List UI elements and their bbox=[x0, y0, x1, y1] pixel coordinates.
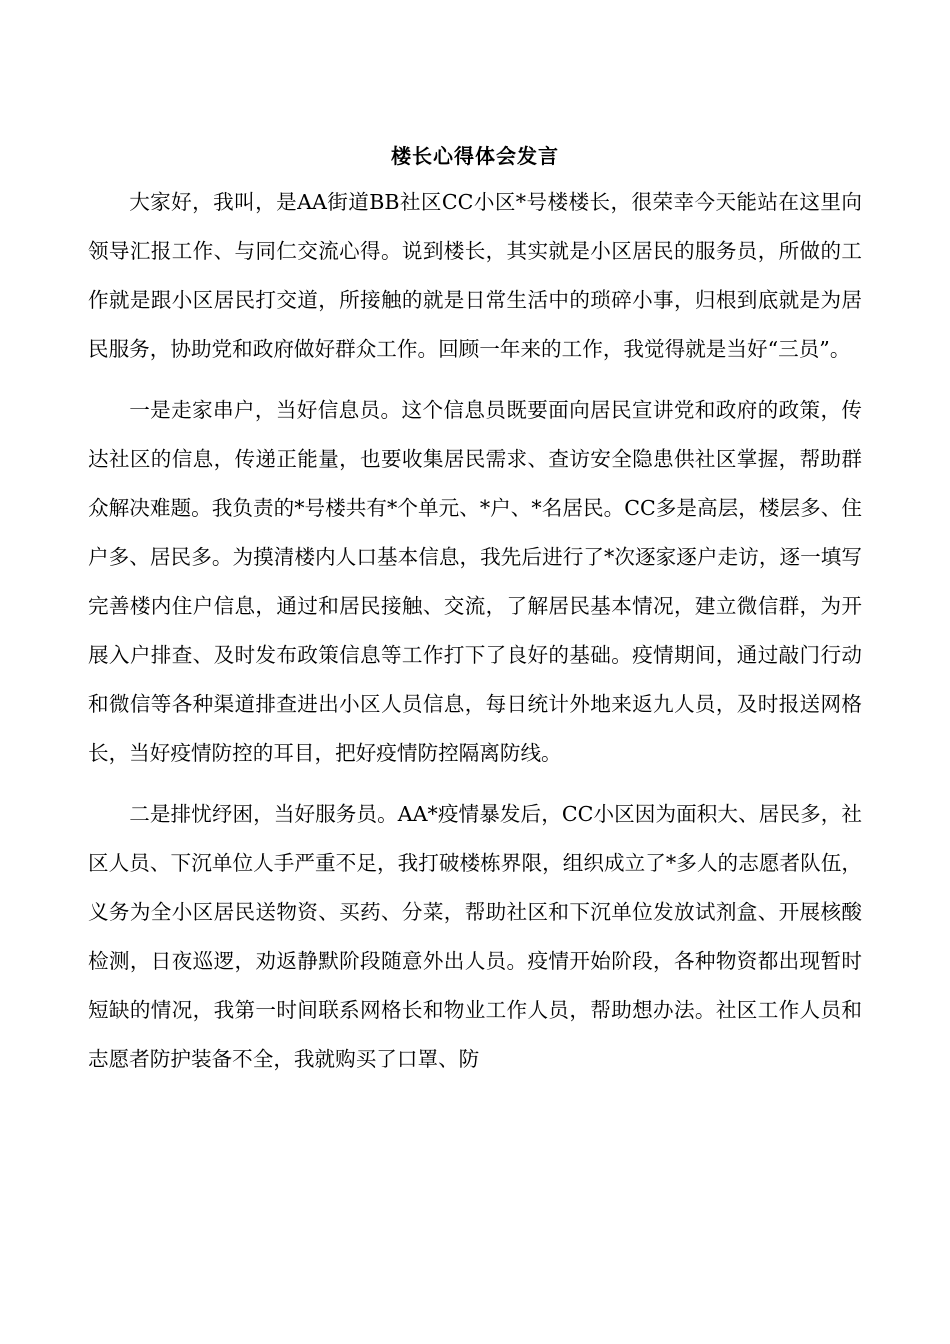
paragraph-intro: 大家好，我叫，是AA街道BB社区CC小区*号楼楼长，很荣幸今天能站在这里向领导汇报工作、与同仁交流心得。说到楼长，其实就是小区居民的服务员，所做的工作就是跟小区居民打交道，所接触的就是日常生活中的琐碎小事，归根到底就是为居民服务，协助党和政府做好群众工作。回顾一年来的工作，我觉得就是当好“三员”。 bbox=[88, 190, 862, 361]
document-title: 楼长心得体会发言 bbox=[391, 144, 559, 168]
paragraph-information-officer: 一是走家串户，当好信息员。这个信息员既要面向居民宣讲党和政府的政策，传达社区的信息，传递正能量，也要收集居民需求、查访安全隐患供社区掌握，帮助群众解决难题。我负责的*号楼共有*个单元、*户、*名居民。CC多是高层，楼层多、住户多、居民多。为摸清楼内人口基本信息，我先后进行了*次逐家逐户走访，逐一填写完善楼内住户信息，通过和居民接触、交流，了解居民基本情况，建立微信群，为开展入户排查、及时发布政策信息等工作打下了良好的基础。疫情期间，通过敲门行动和微信等各种渠道排查进出小区人员信息，每日统计外地来返九人员，及时报送网格长，当好疫情防控的耳目，把好疫情防控隔离防线。 bbox=[88, 398, 862, 765]
document-page bbox=[88, 138, 862, 1096]
paragraph-service-officer: 二是排忧纾困，当好服务员。AA*疫情暴发后，CC小区因为面积大、居民多，社区人员、下沉单位人手严重不足，我打破楼栋界限，组织成立了*多人的志愿者队伍，义务为全小区居民送物资、买药、分菜，帮助社区和下沉单位发放试剂盒、开展核酸检测，日夜巡逻，劝返静默阶段随意外出人员。疫情开始阶段，各种物资都出现暂时短缺的情况，我第一时间联系网格长和物业工作人员，帮助想办法。社区工作人员和志愿者防护装备不全，我就购买了口罩、防 bbox=[88, 802, 862, 1071]
